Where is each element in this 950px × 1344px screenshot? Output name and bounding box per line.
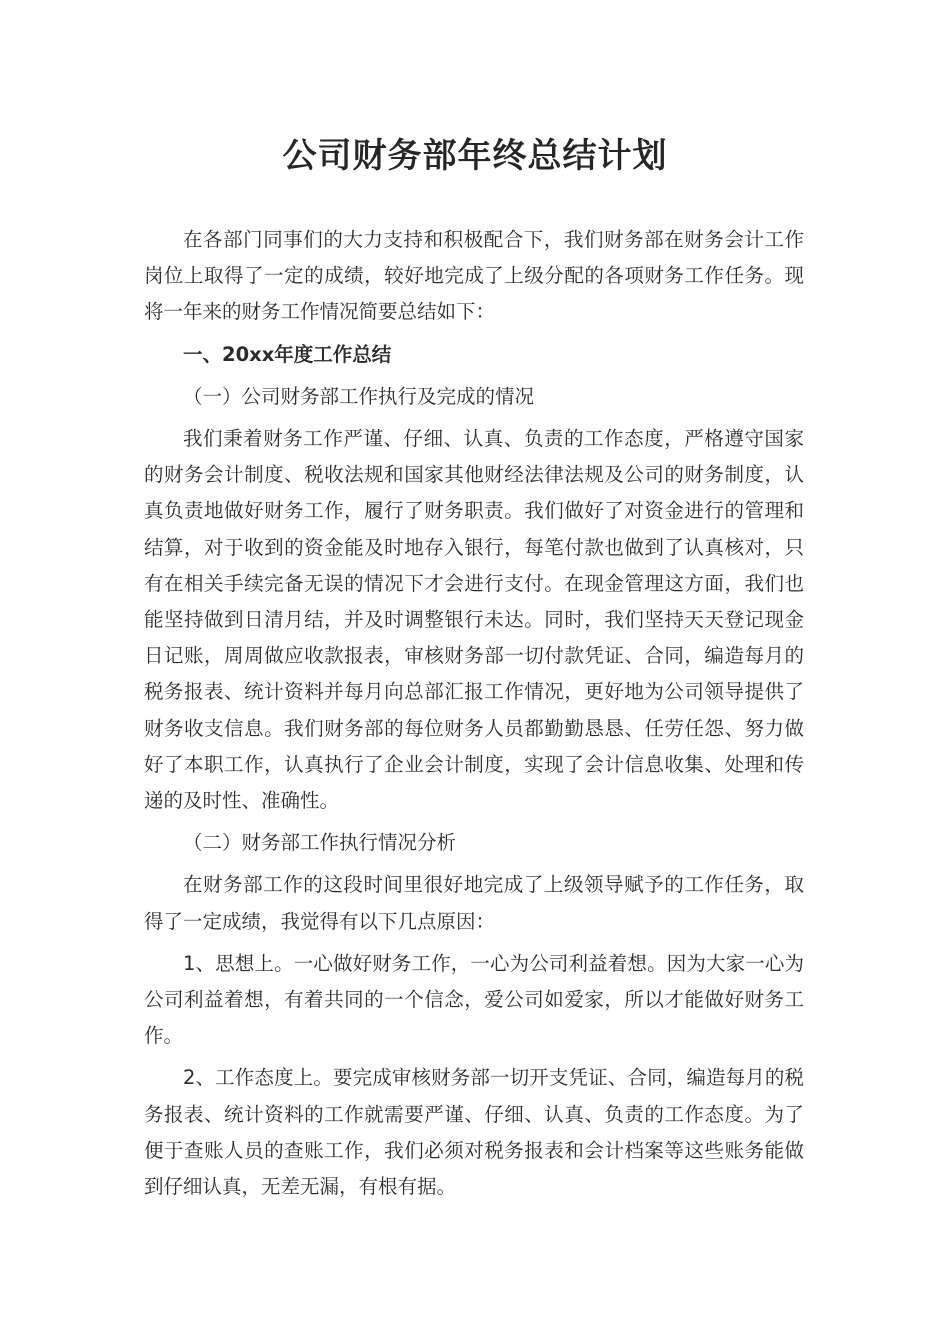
reason-item-2: 2、工作态度上。要完成审核财务部一切开支凭证、合同，编造每月的税务报表、统计资料的工作就需要严谨、仔细、认真、负责的工作态度。为了便于查账人员的查账工作，我们必须对税务报表和会计档案等这些账务能做到仔细认真，无差无漏，有根有据。 [144, 1066, 804, 1199]
subheading-execution-status: （一）公司财务部工作执行及完成的情况 [183, 384, 535, 408]
reason-item-1: 1、思想上。一心做好财务工作，一心为公司利益着想。因为大家一心为公司利益着想，有着共同的一个信念，爱公司如爱家，所以才能做好财务工作。 [144, 951, 804, 1048]
document-body [144, 222, 804, 1211]
subheading-execution-analysis: （二）财务部工作执行情况分析 [183, 831, 457, 855]
execution-details-paragraph: 我们秉着财务工作严谨、仔细、认真、负责的工作态度，严格遵守国家的财务会计制度、税收法规和国家其他财经法律法规及公司的财务制度，认真负责地做好财务工作，履行了财务职责。我们做好了对资金进行的管理和结算，对于收到的资金能及时地存入银行，每笔付款也做到了认真核对，只有在相关手续完备无误的情况下才会进行支付。在现金管理这方面，我们也能坚持做到日清月结，并及时调整银行未达。同时，我们坚持天天登记现金日记账，周周做应收款报表，审核财务部一切付款凭证、合同，编造每月的税务报表、统计资料并每月向总部汇报工作情况，更好地为公司领导提供了财务收支信息。我们财务部的每位财务人员都勤勤恳恳、任劳任怨、努力做好了本职工作，认真执行了企业会计制度，实现了会计信息收集、处理和传递的及时性、准确性。 [144, 427, 804, 813]
analysis-intro-paragraph: 在财务部工作的这段时间里很好地完成了上级领导赋予的工作任务，取得了一定成绩，我觉得有以下几点原因： [144, 873, 804, 933]
section-heading-annual-summary: 一、20xx年度工作总结 [183, 342, 392, 366]
intro-paragraph: 在各部门同事们的大力支持和积极配合下，我们财务部在财务会计工作岗位上取得了一定的成绩，较好地完成了上级分配的各项财务工作任务。现将一年来的财务工作情况简要总结如下： [144, 228, 804, 324]
document-title: 公司财务部年终总结计划 [282, 136, 668, 176]
